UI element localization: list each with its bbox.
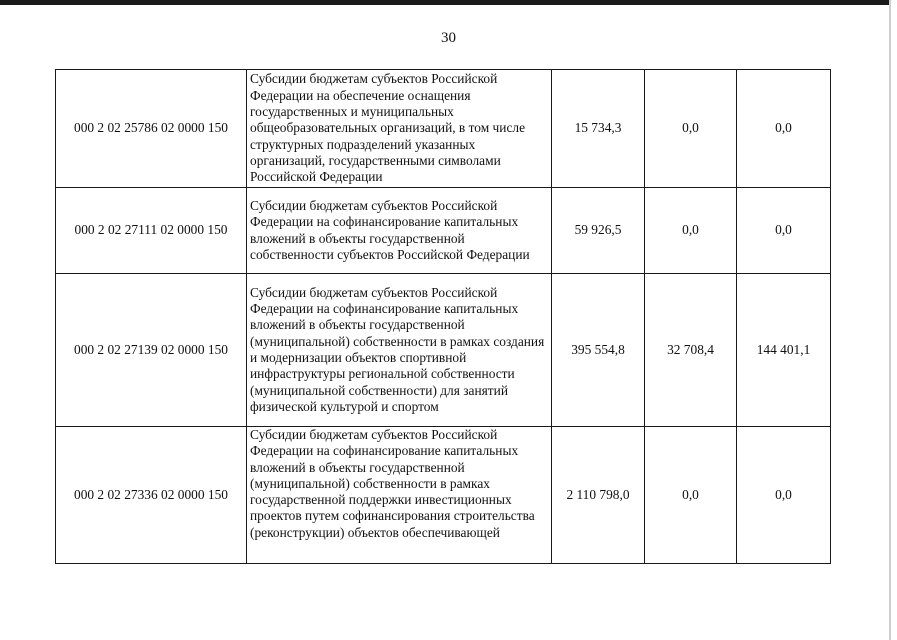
budget-code-cell: 000 2 02 25786 02 0000 150: [56, 70, 247, 188]
page-right-edge: [889, 0, 891, 640]
table-row: [56, 70, 831, 188]
description-cell: Субсидии бюджетам субъектов Российской Федерации на софинансирование капитальных вложений в объекты государственной (муниципальной) собственности в рамках государственной поддержки инвестиционных проектов путем софинансирования строительства (реконструкции) объектов обеспечивающей: [247, 427, 552, 564]
value-3-cell: 0,0: [737, 188, 831, 274]
value-2-cell: 0,0: [645, 70, 737, 188]
table-row: [56, 188, 831, 274]
value-1-cell: 15 734,3: [552, 70, 645, 188]
value-3-cell: 0,0: [737, 427, 831, 564]
value-3-cell: 0,0: [737, 70, 831, 188]
page-number: 30: [441, 30, 456, 46]
budget-code-cell: 000 2 02 27111 02 0000 150: [56, 188, 247, 274]
value-1-cell: 395 554,8: [552, 274, 645, 427]
budget-code-cell: 000 2 02 27139 02 0000 150: [56, 274, 247, 427]
description-cell: Субсидии бюджетам субъектов Российской Федерации на софинансирование капитальных вложений в объекты государственной собственности субъектов Российской Федерации: [247, 188, 552, 274]
page-top-border: [0, 0, 890, 5]
value-2-cell: 32 708,4: [645, 274, 737, 427]
description-cell: Субсидии бюджетам субъектов Российской Федерации на обеспечение оснащения государственных и муниципальных общеобразовательных организаций, в том числе структурных подразделений указанных организаций, государственными символами Российской Федерации: [247, 70, 552, 188]
description-cell: Субсидии бюджетам субъектов Российской Федерации на софинансирование капитальных вложений в объекты государственной (муниципальной) собственности в рамках создания и модернизации объектов спортивной инфраструктуры региональной собственности (муниципальной собственности) для занятий физической культурой и спортом: [247, 274, 552, 427]
budget-table: [55, 69, 831, 564]
value-2-cell: 0,0: [645, 188, 737, 274]
value-1-cell: 2 110 798,0: [552, 427, 645, 564]
value-2-cell: 0,0: [645, 427, 737, 564]
table-row: [56, 427, 831, 564]
value-3-cell: 144 401,1: [737, 274, 831, 427]
budget-code-cell: 000 2 02 27336 02 0000 150: [56, 427, 247, 564]
table-row: [56, 274, 831, 427]
value-1-cell: 59 926,5: [552, 188, 645, 274]
